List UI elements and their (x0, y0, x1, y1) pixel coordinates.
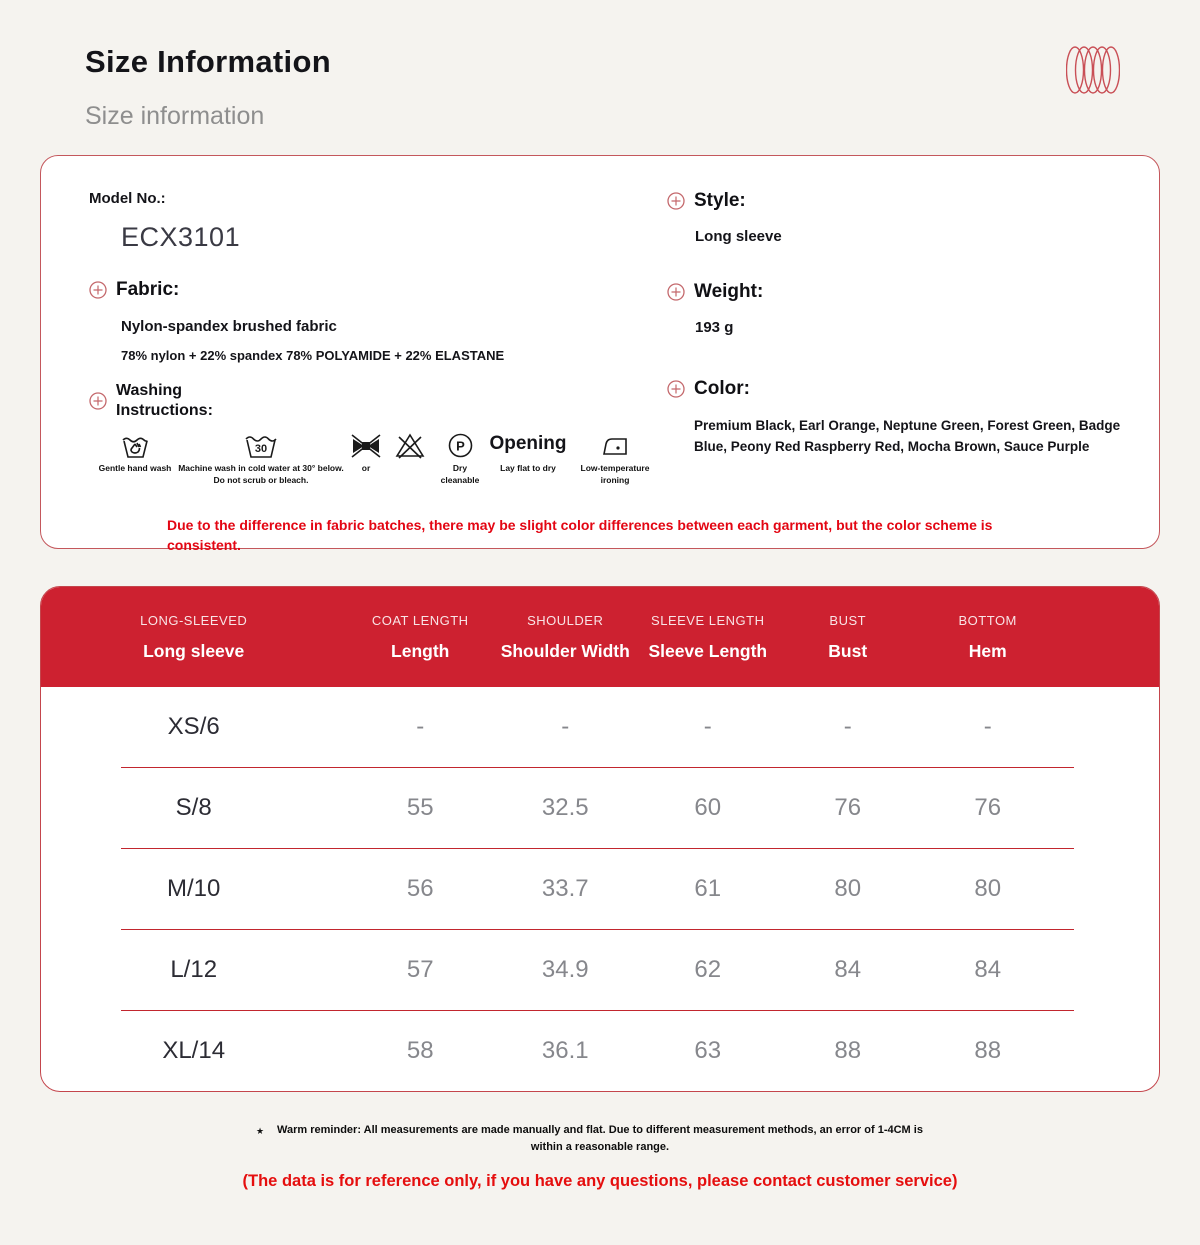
care-item (177, 429, 345, 487)
care-item (387, 429, 433, 463)
model-label: Model No.: (89, 190, 166, 207)
table-row: L/12 57 34.9 62 84 84 (170, 956, 1002, 983)
hand-wash-icon (119, 429, 151, 459)
header-cell-sleeve: SLEEVE LENGTH Sleeve Length (648, 612, 768, 661)
reminder-text: Warm reminder: All measurements are made manually and flat. Due to different measurement methods, an error of 1-4CM is within a reasonable range. (277, 1124, 923, 1154)
care-caption: Dry cleanable (440, 463, 480, 485)
size-table-header (41, 587, 1159, 687)
plus-circle-icon (89, 392, 107, 410)
care-caption: Gentle hand wash (98, 463, 172, 473)
care-caption: Machine wash in cold water at 30° below. Do not scrub or bleach. (178, 463, 344, 485)
dry-clean-p-icon (447, 429, 474, 459)
do-not-bleach-icon (395, 429, 425, 459)
header-cell-shoulder: SHOULDER Shoulder Width (500, 612, 630, 661)
fabric-section (89, 279, 667, 363)
weight-section (667, 281, 1144, 336)
fabric-composition: 78% nylon + 22% spandex 78% POLYAMIDE + 22% ELASTANE (121, 348, 505, 363)
care-item (487, 429, 569, 475)
header-cell-bust: BUST Bust (828, 612, 868, 661)
color-value: Premium Black, Earl Orange, Neptune Green, Forest Green, Badge Blue, Peony Red Raspberry Red, Mocha Brown, Sauce Purple (694, 418, 1121, 454)
fabric-label: Fabric: (116, 279, 180, 300)
model-value: ECX3101 (121, 222, 241, 252)
table-row: S/8 55 32.5 60 76 76 (175, 794, 1002, 821)
style-value: Long sleeve (695, 228, 782, 245)
header-cell-long-sleeve: LONG-SLEEVED Long sleeve (140, 612, 248, 661)
style-label: Style: (694, 190, 746, 211)
plus-circle-icon (667, 380, 685, 398)
opening-text: Opening (489, 433, 567, 454)
care-caption: Low-temperature ironing (580, 463, 650, 485)
care-symbols-row (93, 429, 667, 487)
size-table (40, 586, 1160, 1092)
fabric-name: Nylon-spandex brushed fabric (121, 318, 337, 335)
reference-note: (The data is for reference only, if you have any questions, please contact customer service) (242, 1172, 958, 1191)
svg-text:P: P (455, 438, 465, 454)
plus-circle-icon (667, 192, 685, 210)
care-item (345, 429, 387, 475)
table-row: XS/6 - - - - - (167, 713, 992, 740)
washing-label: Washing Instructions: (116, 382, 213, 419)
product-info-card (40, 155, 1160, 554)
weight-label: Weight: (694, 281, 764, 302)
model-section (89, 190, 667, 253)
washing-section (89, 381, 667, 487)
header-cell-length: COAT LENGTH Length (371, 612, 469, 661)
table-row: XL/14 58 36.1 63 88 88 (162, 1037, 1002, 1064)
care-item (569, 429, 661, 487)
page-title: Size Information (85, 44, 331, 79)
machine-wash-30-icon (243, 429, 279, 459)
page-subtitle: Size information (85, 102, 265, 130)
batch-difference-note: Due to the difference in fabric batches, there may be slight color differences between each garment, but the color scheme is consistent. (167, 516, 993, 554)
header-cell-hem: BOTTOM Hem (958, 612, 1017, 661)
style-section (667, 190, 1144, 245)
measurement-reminder (256, 1122, 930, 1156)
table-row: M/10 56 33.7 61 80 80 (167, 875, 1002, 902)
color-section (667, 378, 1144, 458)
svg-text:30: 30 (254, 443, 268, 455)
care-item (433, 429, 487, 487)
care-item (93, 429, 177, 475)
care-caption: Lay flat to dry (500, 463, 556, 473)
brand-coil-logo-icon (1066, 44, 1120, 96)
plus-circle-icon (89, 281, 107, 299)
star-icon: ★ (256, 1126, 265, 1136)
color-label: Color: (694, 378, 750, 399)
page-header (0, 0, 1200, 131)
plus-circle-icon (667, 283, 685, 301)
weight-value: 193 g (695, 319, 734, 336)
low-temp-iron-icon (600, 429, 630, 459)
do-not-wring-icon (349, 429, 383, 459)
care-caption: or (361, 463, 371, 473)
